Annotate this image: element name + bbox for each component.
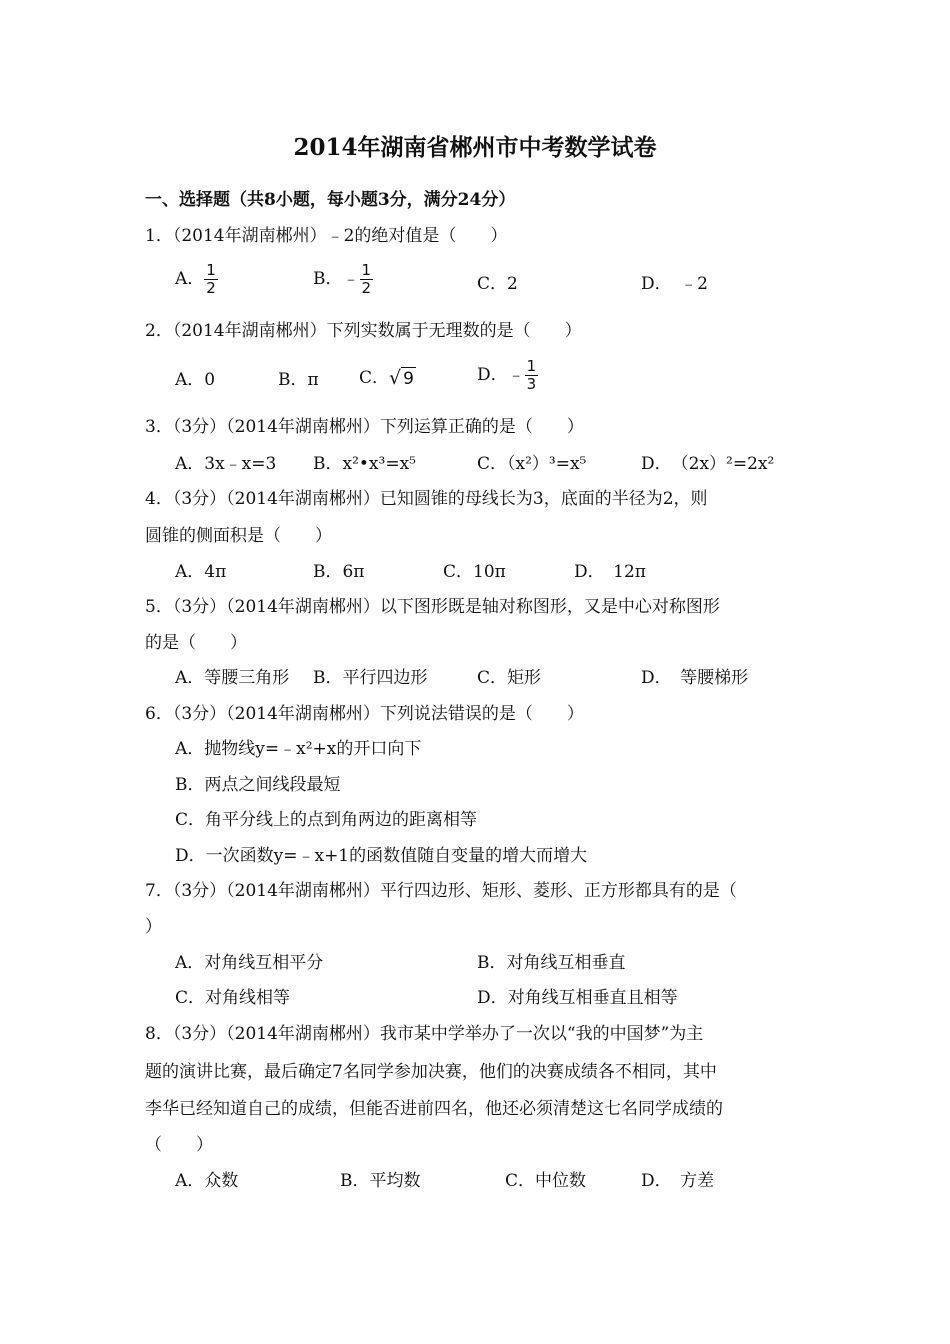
question-1-option-b: B．﹣ $\frac{1}{2}$: [313, 261, 372, 297]
fraction: $\frac{1}{3}$: [526, 357, 537, 393]
question-1-option-d: D． ﹣2: [641, 274, 708, 294]
question-4-stem-line-2: 圆锥的侧面积是（ ）: [145, 526, 332, 546]
fraction: $\frac{1}{2}$: [361, 261, 372, 297]
question-2-option-c: C．√ 9: [359, 367, 414, 389]
question-7-option-c: C．对角线相等: [175, 988, 291, 1008]
question-7-option-d: D．对角线互相垂直且相等: [477, 988, 678, 1008]
question-4-option-d: D． 12π: [574, 562, 646, 582]
question-3-option-b: B．x²•x³=x⁵: [313, 454, 416, 474]
question-3-stem: 3．（3分）（2014年湖南郴州）下列运算正确的是（ ）: [145, 417, 584, 437]
question-7-option-b: B．对角线互相垂直: [477, 953, 626, 973]
question-6-option-b: B．两点之间线段最短: [175, 775, 341, 795]
fraction: $\frac{1}{2}$: [206, 261, 216, 297]
question-2-option-a: A．0: [175, 370, 216, 390]
question-7-option-a: A．对角线互相平分: [175, 953, 324, 973]
question-6-option-d: D．一次函数y=﹣x+1的函数值随自变量的增大而增大: [175, 846, 588, 866]
question-4-option-c: C．10π: [443, 562, 506, 582]
question-8-option-c: C．中位数: [505, 1171, 587, 1191]
section-heading: 一、选择题（共8小题，每小题3分，满分24分）: [145, 190, 516, 210]
question-5-option-c: C．矩形: [477, 668, 542, 688]
question-3-option-a: A．3x﹣x=3: [175, 454, 277, 474]
square-root: √ 9: [389, 367, 414, 389]
question-3-option-d: D． （2x）²=2x²: [641, 454, 775, 474]
question-5-option-d: D． 等腰梯形: [641, 668, 749, 688]
question-1-option-c: C．2: [477, 274, 518, 294]
question-4-stem-line-1: 4．（3分）（2014年湖南郴州）已知圆锥的母线长为3，底面的半径为2，则: [145, 489, 708, 509]
question-5-stem-line-2: 的是（ ）: [145, 633, 247, 653]
question-8-stem-line-4: （ ）: [145, 1135, 213, 1155]
question-5-option-b: B．平行四边形: [313, 668, 428, 688]
question-7-stem-line-2: ）: [145, 917, 162, 937]
question-1-option-a: A． $\frac{1}{2}$: [175, 261, 216, 297]
page-title: 2014年湖南省郴州市中考数学试卷: [293, 134, 657, 161]
question-8-option-a: A．众数: [175, 1171, 239, 1191]
question-4-option-b: B．6π: [313, 562, 365, 582]
question-4-option-a: A．4π: [175, 562, 227, 582]
question-6-option-c: C．角平分线上的点到角两边的距离相等: [175, 810, 478, 830]
question-2-stem: 2．（2014年湖南郴州）下列实数属于无理数的是（ ）: [145, 321, 582, 341]
question-2-option-d: D．﹣ $\frac{1}{3}$: [477, 357, 537, 393]
question-6-stem: 6．（3分）（2014年湖南郴州）下列说法错误的是（ ）: [145, 704, 584, 724]
question-2-option-b: B．π: [278, 370, 319, 390]
question-6-option-a: A．抛物线y=﹣x²+x的开口向下: [175, 739, 422, 759]
question-8-option-d: D． 方差: [641, 1171, 715, 1191]
question-8-stem-line-1: 8．（3分）（2014年湖南郴州）我市某中学举办了一次以“我的中国梦”为主: [145, 1024, 704, 1044]
question-7-stem-line-1: 7．（3分）（2014年湖南郴州）平行四边形、矩形、菱形、正方形都具有的是（: [145, 881, 737, 901]
question-3-option-c: C．（x²）³=x⁵: [477, 454, 587, 474]
question-5-stem-line-1: 5．（3分）（2014年湖南郴州）以下图形既是轴对称图形，又是中心对称图形: [145, 597, 720, 617]
question-8-option-b: B．平均数: [340, 1171, 421, 1191]
question-8-stem-line-3: 李华已经知道自己的成绩，但能否进前四名，他还必须清楚这七名同学成绩的: [145, 1099, 723, 1119]
question-8-stem-line-2: 题的演讲比赛，最后确定7名同学参加决赛，他们的决赛成绩各不相同，其中: [145, 1062, 717, 1082]
question-5-option-a: A．等腰三角形: [175, 668, 290, 688]
question-1-stem: 1．（2014年湖南郴州）﹣2的绝对值是（ ）: [145, 226, 508, 246]
